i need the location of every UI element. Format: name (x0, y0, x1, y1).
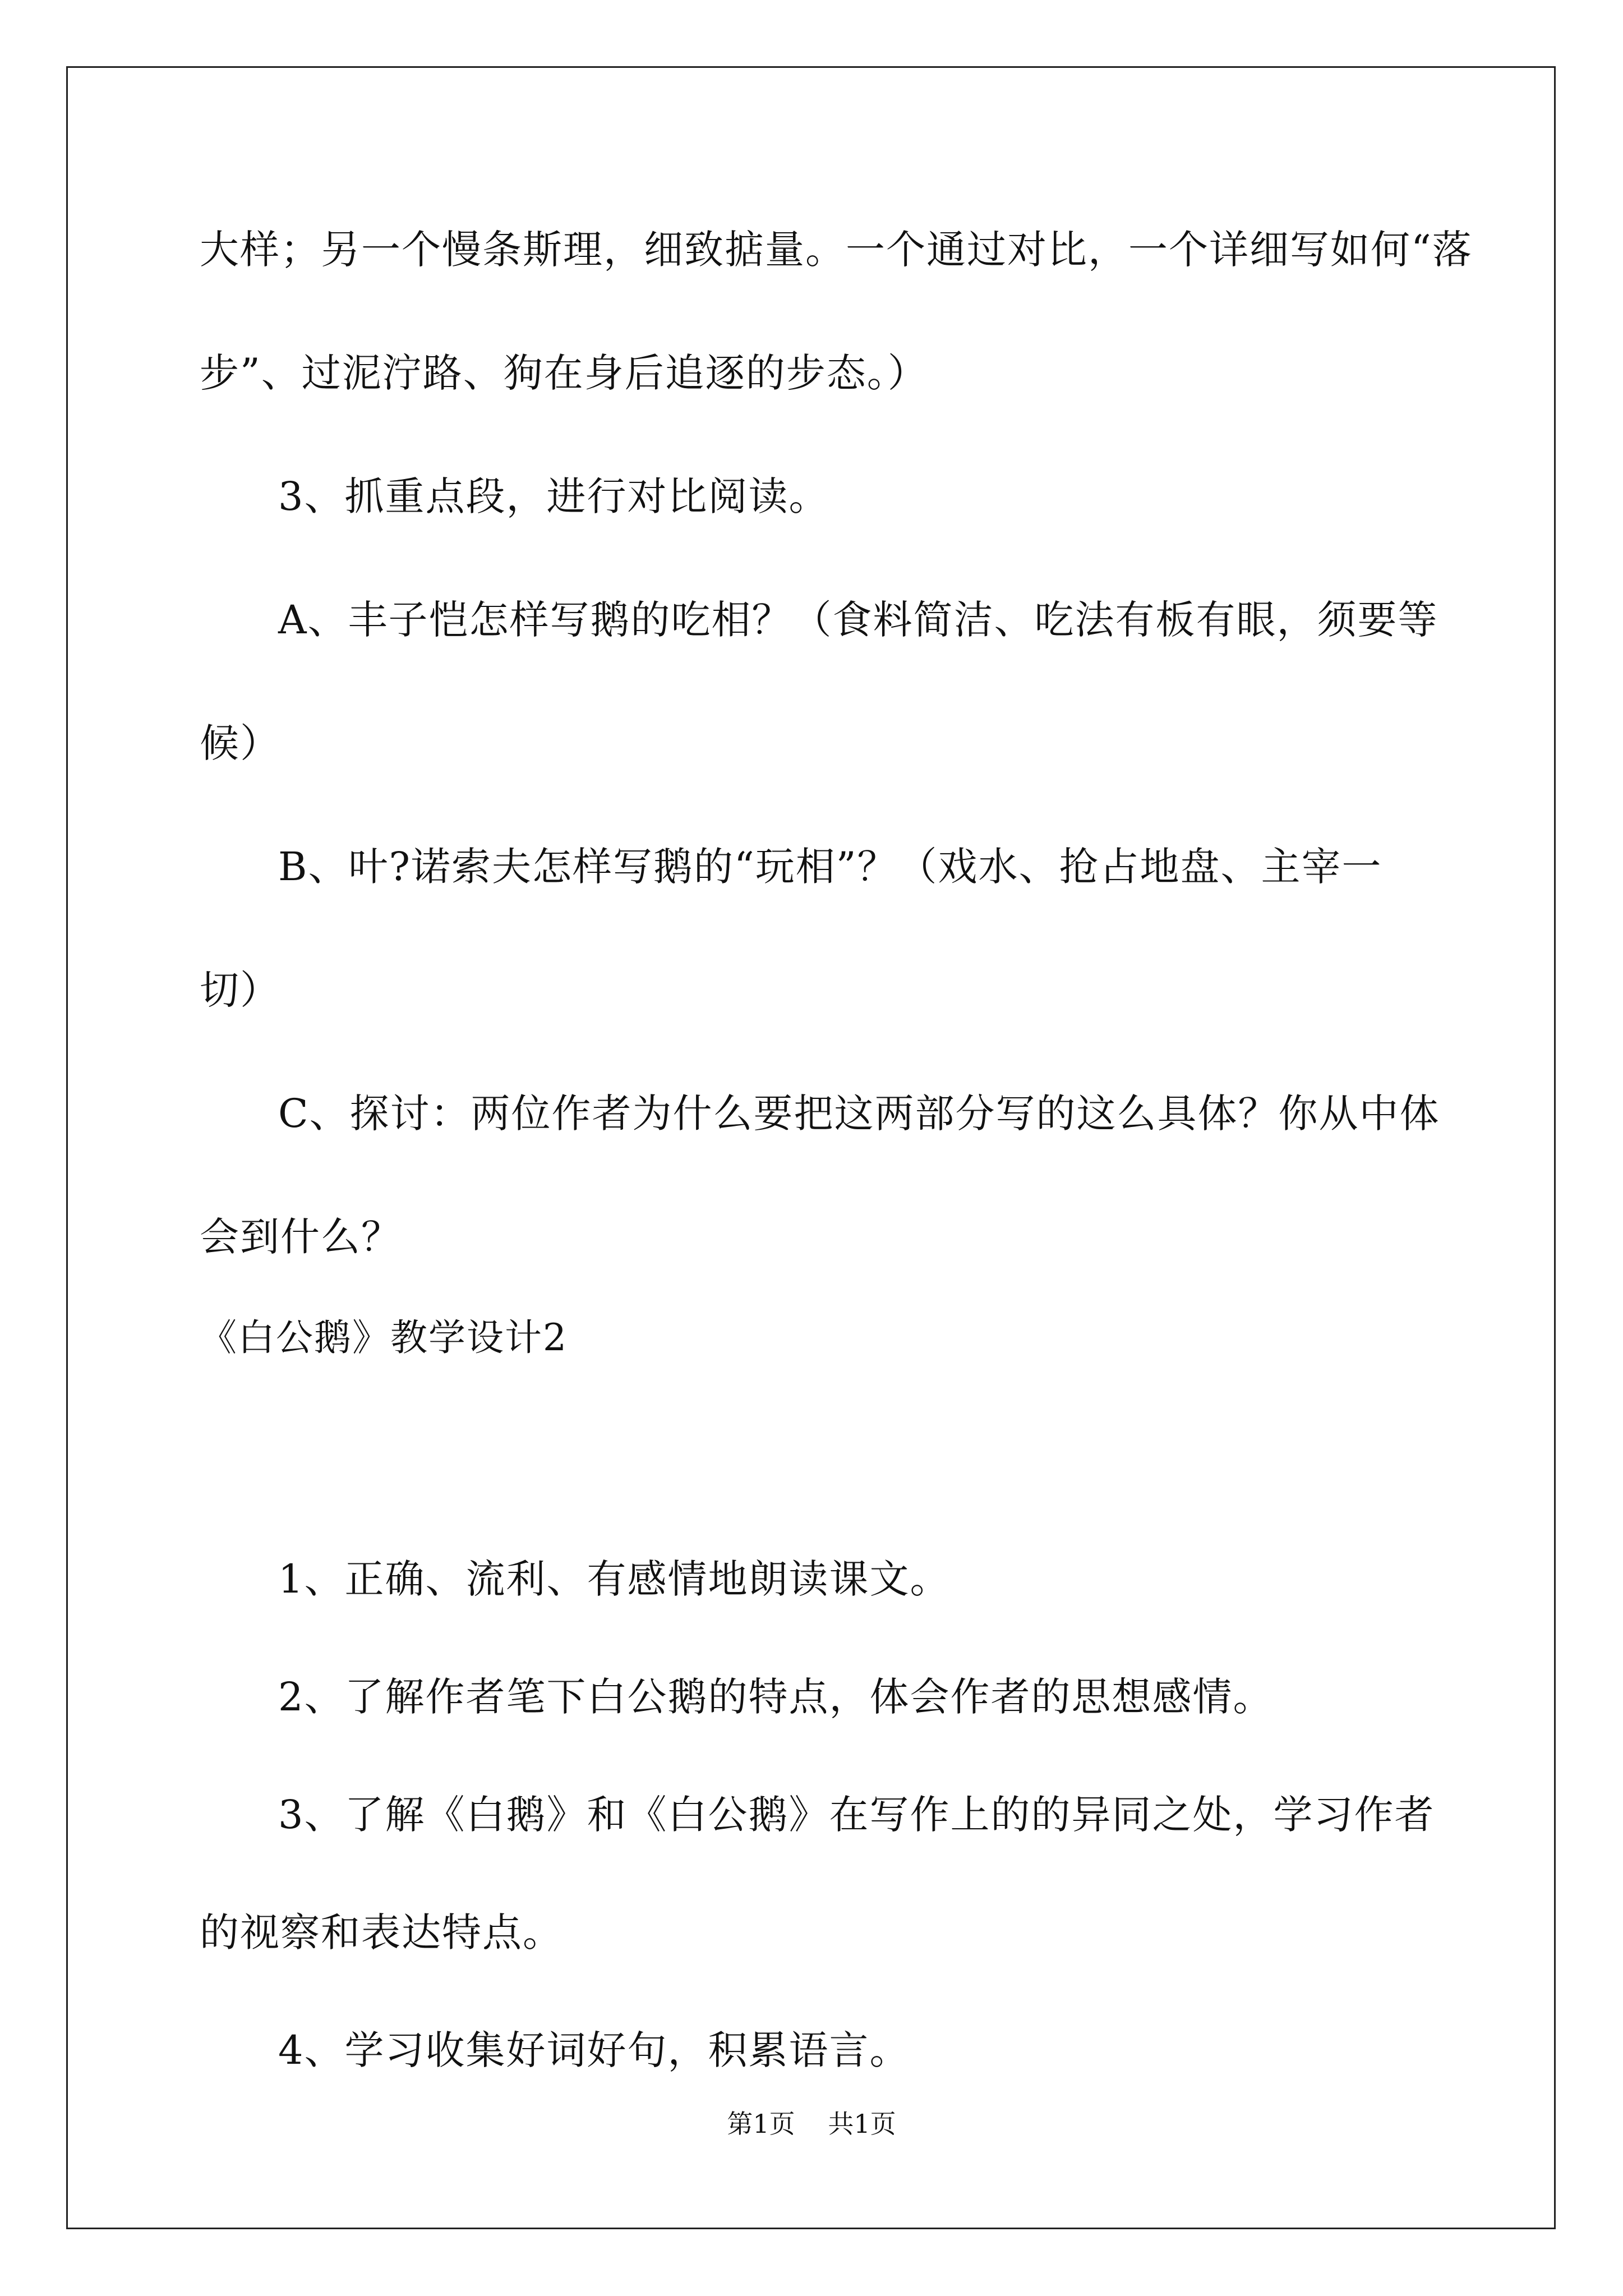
page-number: 第1页 (727, 2109, 795, 2139)
paragraph-line: C、探讨：两位作者为什么要把这两部分写的这么具体？你从中体 (278, 1091, 1440, 1137)
objective-line: 4、学习收集好词好句，积累语言。 (278, 2027, 910, 2073)
paragraph-line: 切） (200, 967, 280, 1013)
paragraph-line: 大样；另一个慢条斯理，细致掂量。一个通过对比，一个详细写如何“落 (200, 227, 1473, 273)
paragraph-line: A、丰子恺怎样写鹅的吃相？（食料简洁、吃法有板有眼，须要等 (278, 597, 1438, 643)
objective-line: 1、正确、流利、有感情地朗读课文。 (278, 1556, 951, 1602)
page-total: 共1页 (828, 2109, 896, 2139)
section-heading: 《白公鹅》教学设计2 (200, 1316, 568, 1359)
paragraph-line: 候） (200, 720, 280, 766)
paragraph-line: B、叶?诺索夫怎样写鹅的“玩相”？（戏水、抢占地盘、主宰一 (278, 844, 1382, 890)
objective-line: 2、了解作者笔下白公鹅的特点，体会作者的思想感情。 (278, 1674, 1274, 1720)
paragraph-line: 3、抓重点段，进行对比阅读。 (278, 473, 829, 519)
page-footer (0, 2107, 1623, 2141)
objective-line: 的视察和表达特点。 (200, 1910, 563, 1955)
paragraph-line: 会到什么？ (200, 1214, 402, 1260)
paragraph-line: 步”、过泥泞路、狗在身后追逐的步态。） (200, 350, 928, 396)
objective-line: 3、了解《白鹅》和《白公鹅》在写作上的的异同之处，学习作者 (278, 1792, 1435, 1838)
